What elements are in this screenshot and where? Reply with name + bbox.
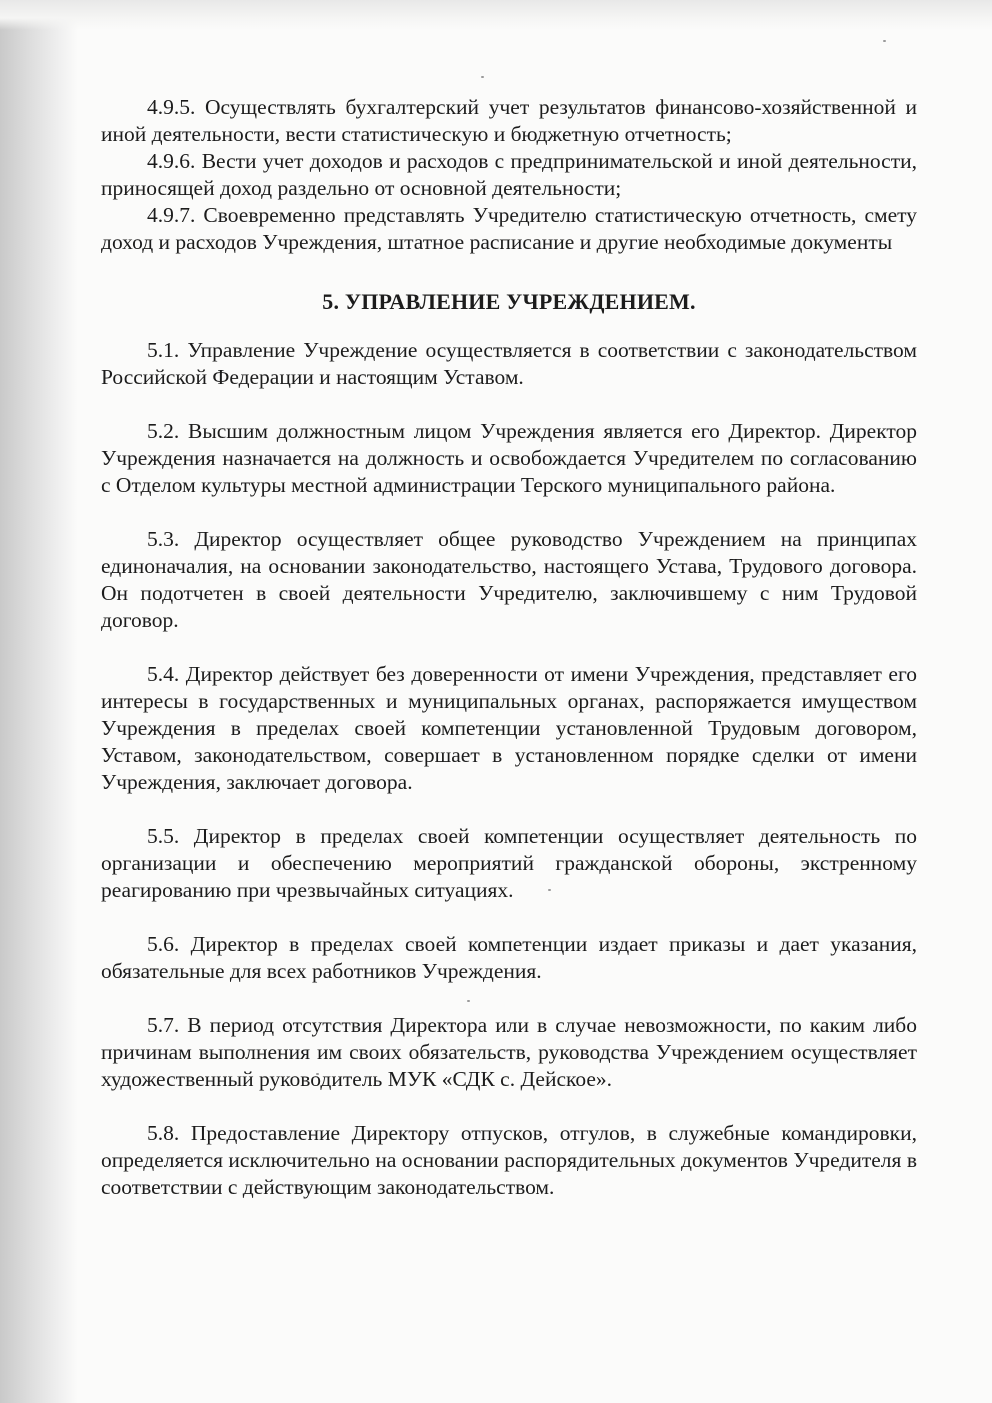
scan-edge-shadow xyxy=(0,0,78,1403)
paragraph-4-9-6: 4.9.6. Вести учет доходов и расходов с предпринимательской и иной деятельности, приносящей доход раздельно от основной деятельности; xyxy=(101,149,917,200)
paragraph-5-1: 5.1. Управление Учреждение осуществляется в соответствии с законодательством Российской Федерации и настоящим Уставом. xyxy=(101,338,917,389)
paragraph-5-5: 5.5. Директор в пределах своей компетенции осуществляет деятельность по организации и обеспечению мероприятий гражданской обороны, экстренному реагированию при чрезвычайных ситуациях. xyxy=(101,824,917,902)
section-heading: 5. УПРАВЛЕНИЕ УЧРЕЖДЕНИЕМ. xyxy=(322,289,696,314)
paragraph-5-8: 5.8. Предоставление Директору отпусков, отгулов, в служебные командировки, определяется исключительно на основании распорядительных документов Учредителя в соответствии с действующим законодательством. xyxy=(101,1121,917,1199)
scan-speck xyxy=(883,40,886,42)
paragraph-5-7: 5.7. В период отсутствия Директора или в случае невозможности, по каким либо причинам выполнения им своих обязательств, руководства Учреждением осуществляет художественный руководитель МУК «СДК с. Дейское». xyxy=(101,1013,917,1091)
paragraph-4-9-7: 4.9.7. Своевременно представлять Учредителю статистическую отчетность, смету доход и расходов Учреждения, штатное расписание и другие необходимые документы xyxy=(101,203,917,254)
paragraph-5-4: 5.4. Директор действует без доверенности от имени Учреждения, представляет его интересы в государственных и муниципальных органах, распоряжается имуществом Учреждения в пределах своей компетенции установленной Трудовым договором, Уставом, законодательством, совершает в установленном порядке сделки от имени Учреждения, заключает договора. xyxy=(101,662,917,794)
document-body xyxy=(101,94,917,1201)
paragraph-5-2: 5.2. Высшим должностным лицом Учреждения является его Директор. Директор Учреждения назначается на должность и освобождается Учредителем по согласованию с Отделом культуры местной администрации Терского муниципального района. xyxy=(101,419,917,497)
scan-speck xyxy=(481,76,484,78)
paragraph-5-3: 5.3. Директор осуществляет общее руководство Учреждением на принципах единоначалия, на основании законодательство, настоящего Устава, Трудового договора. Он подотчетен в своей деятельности Учредителю, заключившему с ним Трудовой договор. xyxy=(101,527,917,632)
paragraph-5-6: 5.6. Директор в пределах своей компетенции издает приказы и дает указания, обязательные для всех работников Учреждения. xyxy=(101,932,917,983)
scan-top-shadow xyxy=(0,0,992,30)
paragraph-4-9-5: 4.9.5. Осуществлять бухгалтерский учет результатов финансово-хозяйственной и иной деятельности, вести статистическую и бюджетную отчетность; xyxy=(101,95,917,146)
